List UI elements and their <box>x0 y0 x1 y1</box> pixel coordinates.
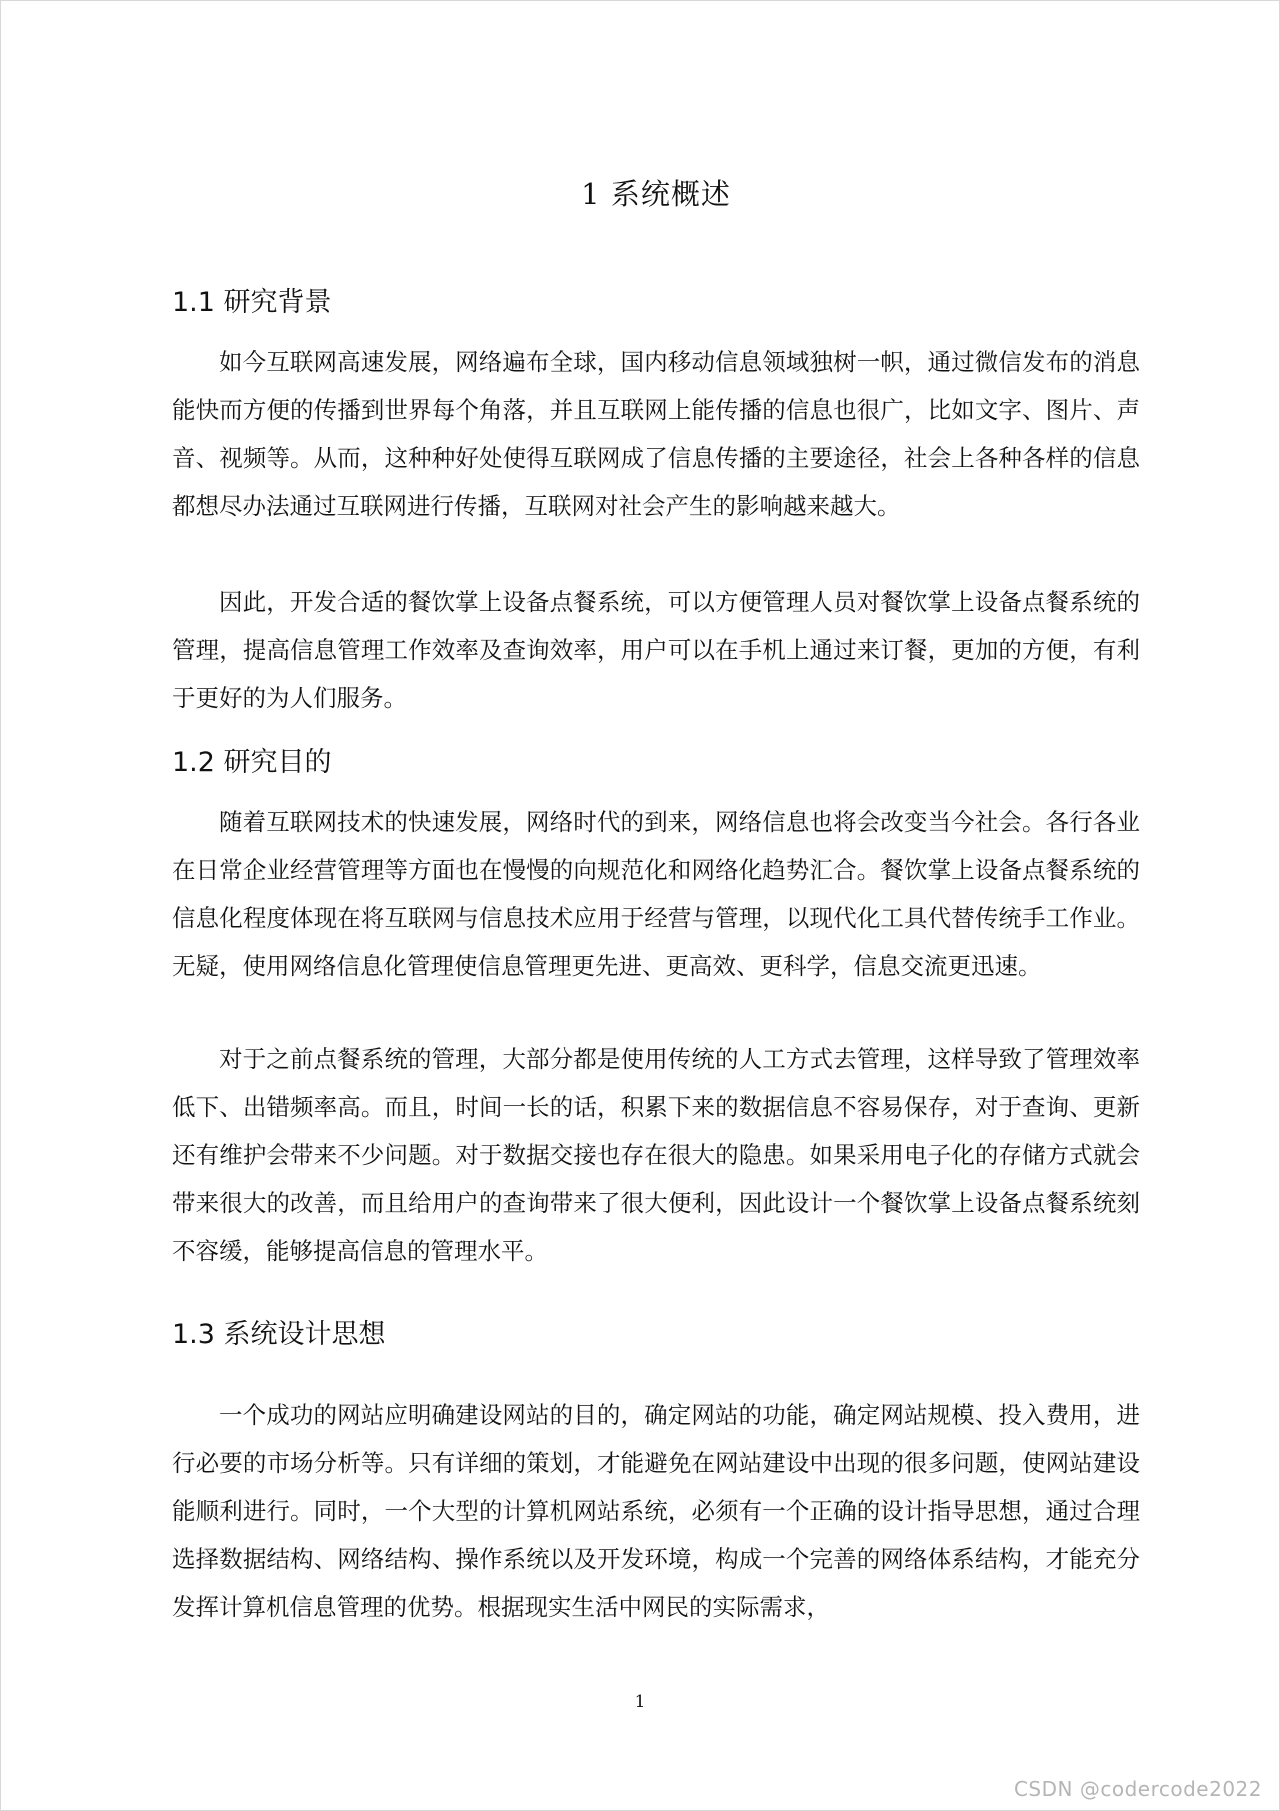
section-1-3-paragraph-1: 一个成功的网站应明确建设网站的目的，确定网站的功能，确定网站规模、投入费用，进行必要的市场分析等。只有详细的策划，才能避免在网站建设中出现的很多问题，使网站建设能顺利进行。同时，一个大型的计算机网站系统，必须有一个正确的设计指导思想，通过合理选择数据结构、网络结构、操作系统以及开发环境，构成一个完善的网络体系结构，才能充分发挥计算机信息管理的优势。根据现实生活中网民的实际需求， <box>172 1401 1140 1621</box>
section-heading-1-1: 1.1 研究背景 <box>172 287 332 318</box>
section-1-2-paragraph-2: 对于之前点餐系统的管理，大部分都是使用传统的人工方式去管理，这样导致了管理效率低下、出错频率高。而且，时间一长的话，积累下来的数据信息不容易保存，对于查询、更新还有维护会带来不少问题。对于数据交接也存在很大的隐患。如果采用电子化的存储方式就会带来很大的改善，而且给用户的查询带来了很大便利，因此设计一个餐饮掌上设备点餐系统刻不容缓，能够提高信息的管理水平。 <box>172 1045 1140 1265</box>
section-1-1-paragraph-2: 因此，开发合适的餐饮掌上设备点餐系统，可以方便管理人员对餐饮掌上设备点餐系统的管理，提高信息管理工作效率及查询效率，用户可以在手机上通过来订餐，更加的方便，有利于更好的为人们服务。 <box>172 588 1140 712</box>
section-1-1-paragraph-1: 如今互联网高速发展，网络遍布全球，国内移动信息领域独树一帜，通过微信发布的消息能快而方便的传播到世界每个角落，并且互联网上能传播的信息也很广，比如文字、图片、声音、视频等。从而，这种种好处使得互联网成了信息传播的主要途径，社会上各种各样的信息都想尽办法通过互联网进行传播，互联网对社会产生的影响越来越大。 <box>172 348 1140 520</box>
section-heading-1-3: 1.3 系统设计思想 <box>172 1319 386 1350</box>
section-1-2-paragraph-1: 随着互联网技术的快速发展，网络时代的到来，网络信息也将会改变当今社会。各行各业在日常企业经营管理等方面也在慢慢的向规范化和网络化趋势汇合。餐饮掌上设备点餐系统的信息化程度体现在将互联网与信息技术应用于经营与管理，以现代化工具代替传统手工作业。无疑，使用网络信息化管理使信息管理更先进、更高效、更科学，信息交流更迅速。 <box>172 808 1140 980</box>
csdn-watermark: CSDN @codercode2022 <box>1013 1777 1262 1801</box>
chapter-title: 1 系统概述 <box>581 177 731 211</box>
page-number: 1 <box>634 1692 646 1712</box>
section-heading-1-2: 1.2 研究目的 <box>172 747 332 778</box>
